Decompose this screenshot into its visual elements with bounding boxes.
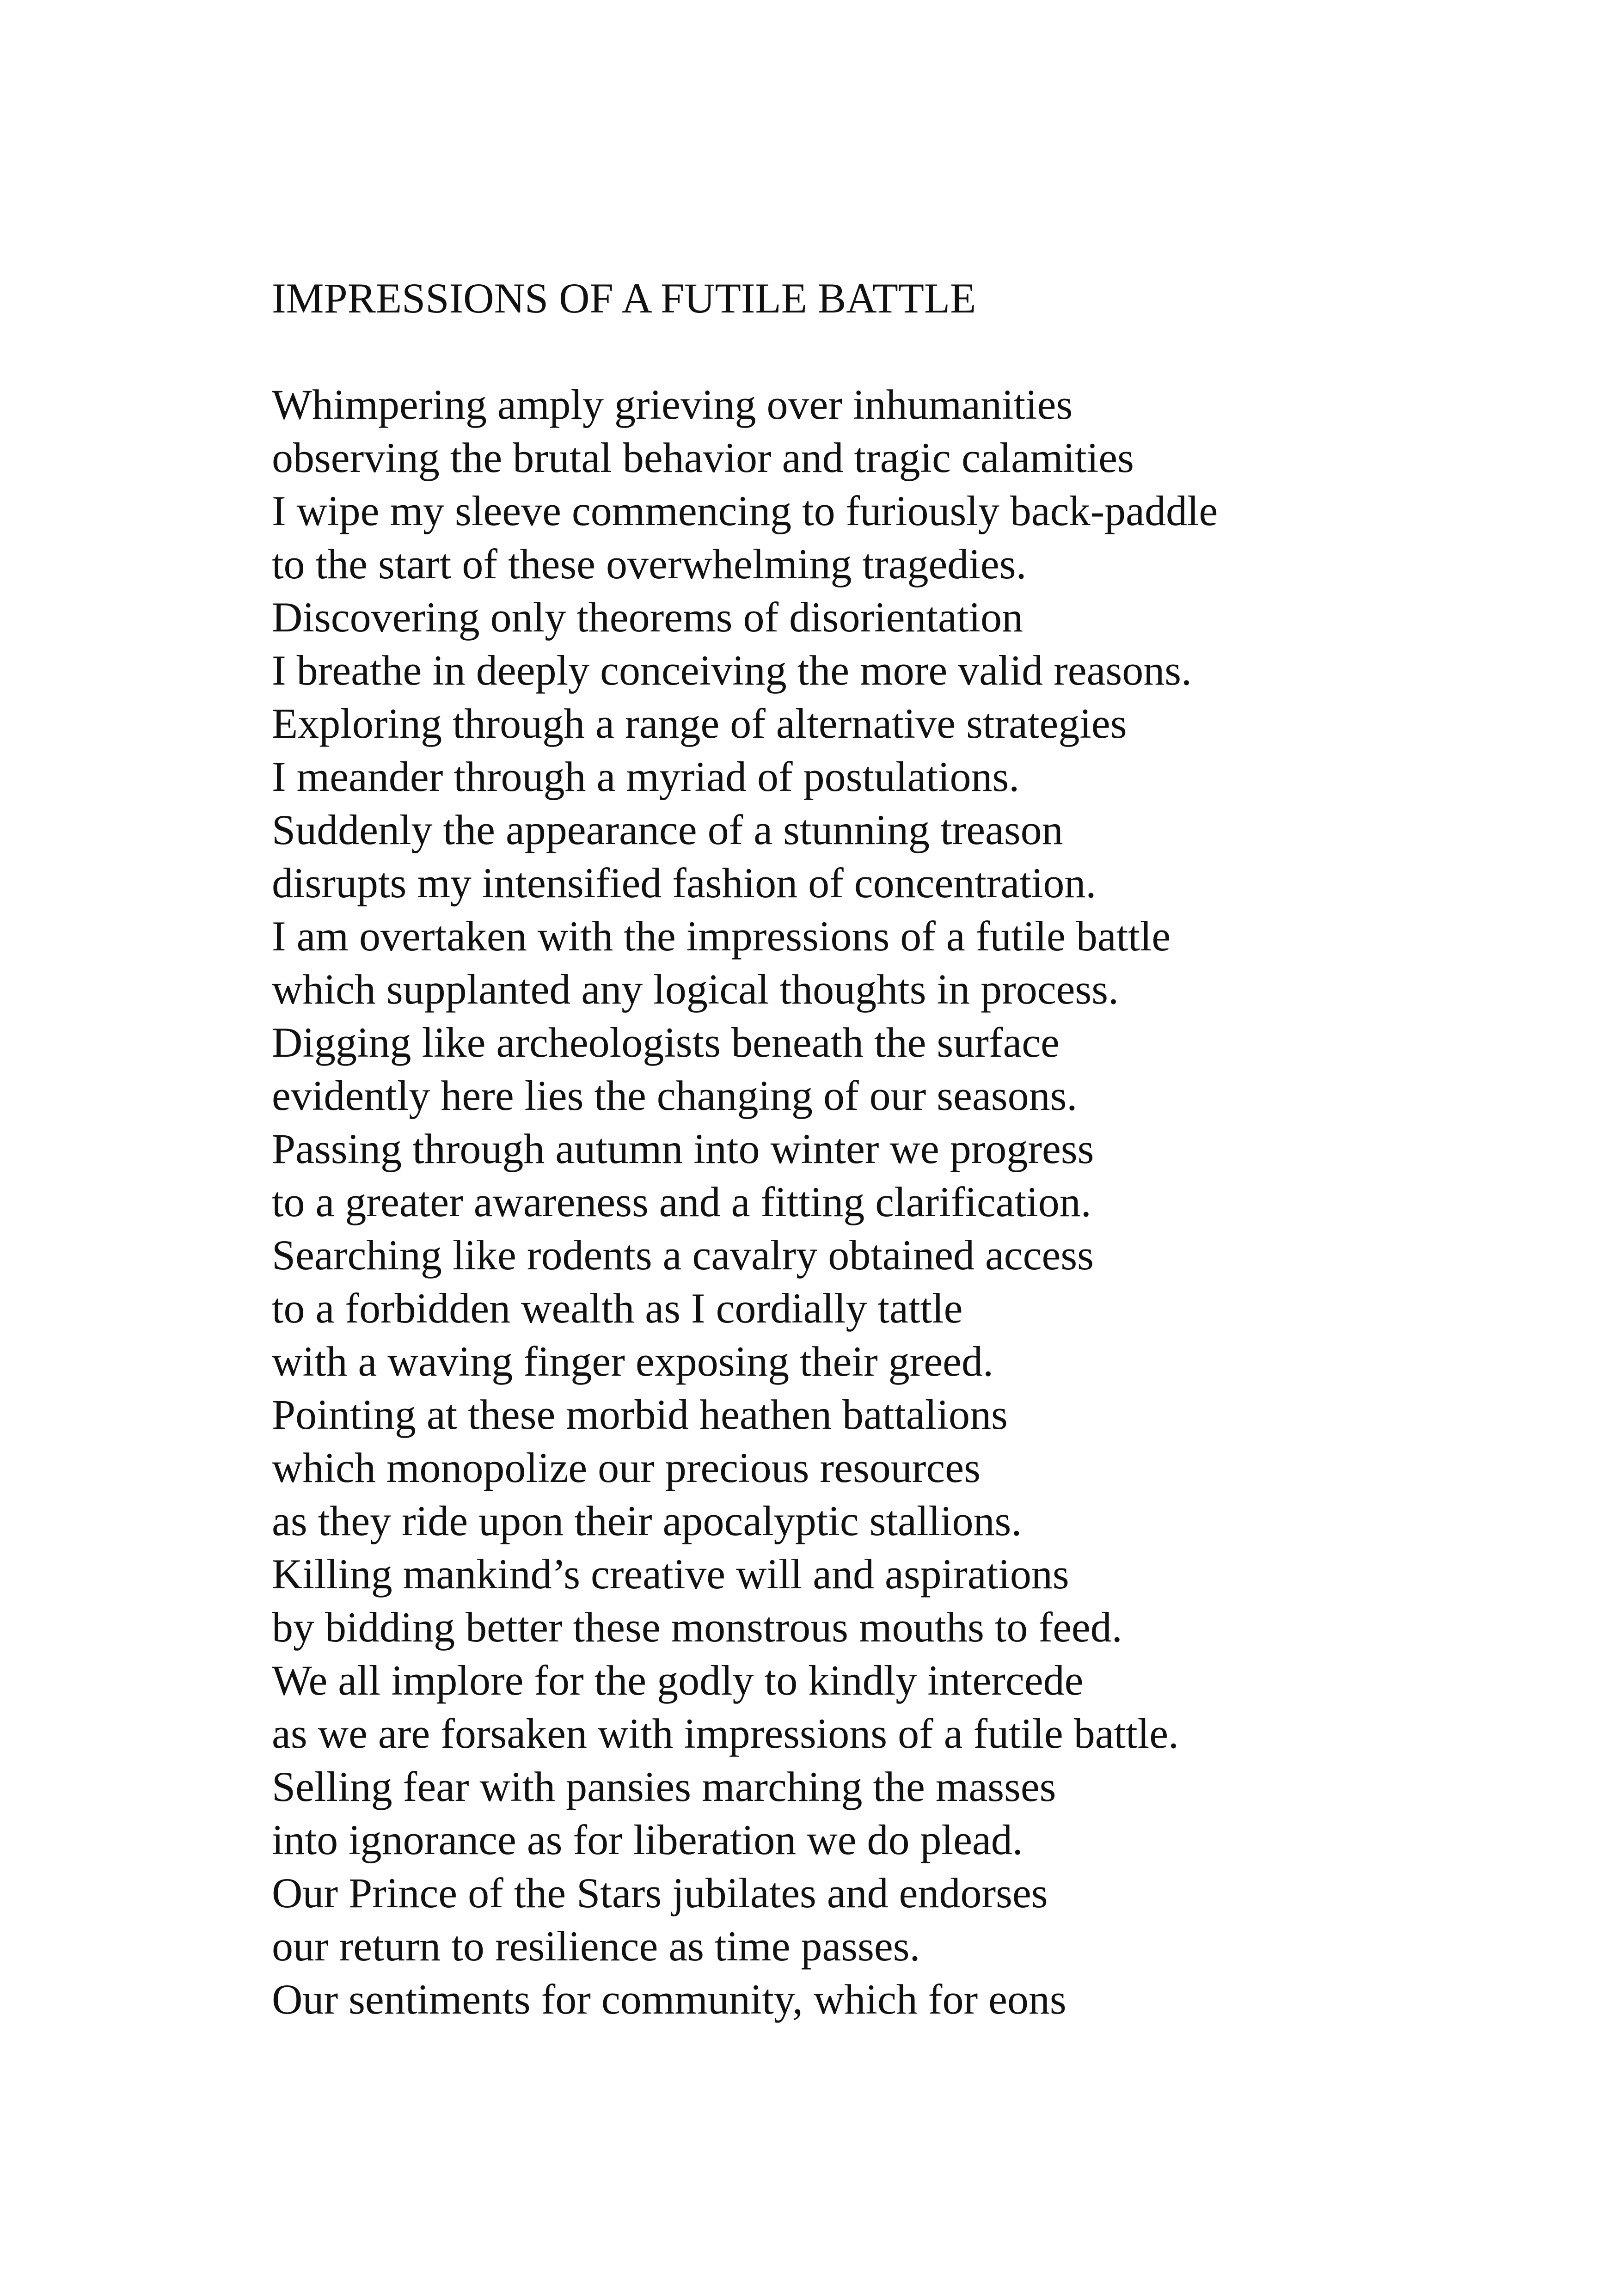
poem-line: Killing mankind’s creative will and aspirations [272, 1550, 1069, 1598]
poem-line: Passing through autumn into winter we progress [272, 1125, 1094, 1172]
poem-line: Suddenly the appearance of a stunning treason [272, 806, 1063, 853]
poem [272, 272, 1566, 2026]
poem-line: Whimpering amply grieving over inhumanities [272, 381, 1073, 428]
poem-line: Selling fear with pansies marching the masses [272, 1763, 1056, 1810]
poem-line: Our Prince of the Stars jubilates and endorses [272, 1869, 1048, 1916]
poem-line: Pointing at these morbid heathen battalions [272, 1391, 1008, 1438]
poem-line: by bidding better these monstrous mouths to feed. [272, 1604, 1122, 1651]
poem-line: Our sentiments for community, which for eons [272, 1976, 1066, 2023]
poem-line: as they ride upon their apocalyptic stallions. [272, 1497, 1022, 1544]
poem-line: evidently here lies the changing of our seasons. [272, 1072, 1078, 1119]
poem-line: as we are forsaken with impressions of a futile battle. [272, 1710, 1179, 1757]
poem-title: IMPRESSIONS OF A FUTILE BATTLE [272, 275, 976, 322]
poem-line: Exploring through a range of alternative strategies [272, 700, 1127, 747]
poem-line: I am overtaken with the impressions of a futile battle [272, 912, 1171, 960]
poem-line: to a forbidden wealth as I cordially tattle [272, 1285, 963, 1332]
poem-line: I meander through a myriad of postulations. [272, 753, 1020, 800]
poem-line: We all implore for the godly to kindly intercede [272, 1657, 1084, 1704]
poem-line: Digging like archeologists beneath the surface [272, 1019, 1060, 1066]
poem-line: I wipe my sleeve commencing to furiously back-paddle [272, 487, 1218, 534]
poem-line: Discovering only theorems of disorientation [272, 594, 1024, 641]
poem-line: into ignorance as for liberation we do plead. [272, 1816, 1023, 1863]
poem-line: disrupts my intensified fashion of concentration. [272, 859, 1097, 906]
poem-line: to a greater awareness and a fitting clarification. [272, 1178, 1091, 1225]
poem-lines [272, 378, 1566, 2026]
poem-line: our return to resilience as time passes. [272, 1923, 920, 1970]
poem-line: Searching like rodents a cavalry obtained access [272, 1231, 1094, 1279]
poem-line: to the start of these overwhelming tragedies. [272, 540, 1027, 588]
poem-line: which supplanted any logical thoughts in process. [272, 966, 1119, 1013]
poem-line: which monopolize our precious resources [272, 1444, 981, 1491]
poem-line: observing the brutal behavior and tragic calamities [272, 434, 1134, 481]
poem-line: with a waving finger exposing their greed. [272, 1338, 993, 1385]
poem-line: I breathe in deeply conceiving the more valid reasons. [272, 647, 1192, 694]
